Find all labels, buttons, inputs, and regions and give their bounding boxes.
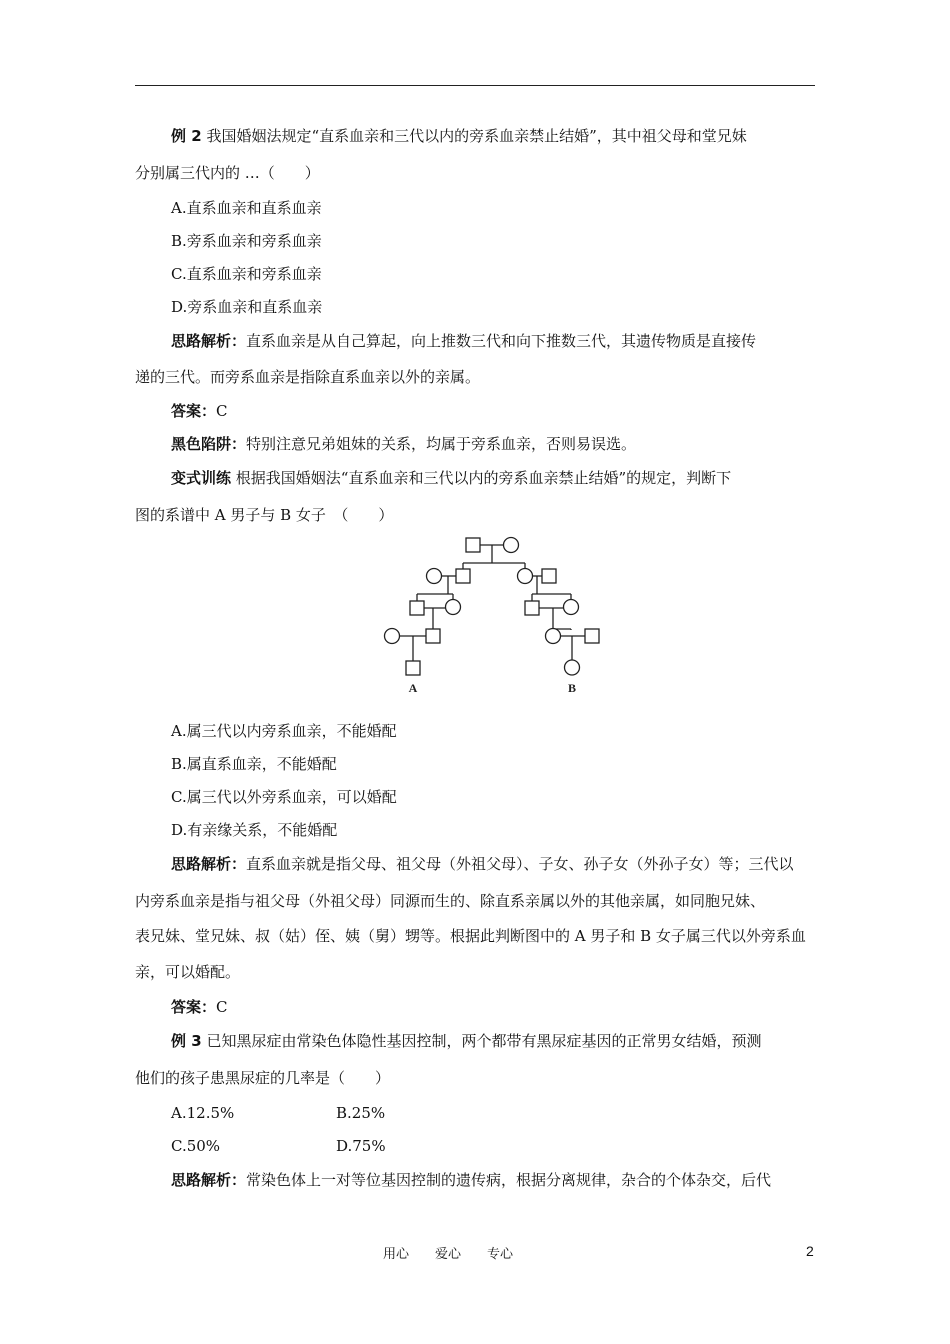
gen1-female <box>504 538 519 553</box>
variant-option-c: C.属三代以外旁系血亲，可以婚配 <box>171 788 397 806</box>
ex2-option-d: D.旁系血亲和直系血亲 <box>171 298 323 316</box>
gen2-left-spouse <box>427 569 442 584</box>
person-a-male <box>406 661 420 675</box>
gen3-right-male <box>525 601 539 615</box>
ex2-answer: 答案：C <box>171 402 228 420</box>
gen3-left-female <box>446 600 461 615</box>
gen3-left-male <box>410 601 424 615</box>
header-rule <box>135 85 815 86</box>
ex2-analysis-cont: 递的三代。而旁系血亲是指除直系血亲以外的亲属。 <box>135 368 481 386</box>
variant-analysis-cont3: 亲，可以婚配。 <box>135 963 241 981</box>
variant-question-cont: 图的系谱中 A 男子与 B 女子 （ ） <box>135 506 394 524</box>
ex2-label: 例 2 <box>171 127 202 145</box>
ex2-question: 例 2 我国婚姻法规定“直系血亲和三代以内的旁系血亲禁止结婚”，其中祖父母和堂兄妹 <box>171 127 747 145</box>
variant-analysis: 思路解析：直系血亲就是指父母、祖父母（外祖父母）、子女、孙子女（外孙子女）等；三代以 <box>171 855 794 873</box>
ex2-analysis: 思路解析：直系血亲是从自己算起，向上推数三代和向下推数三代，其遗传物质是直接传 <box>171 332 757 350</box>
gen2-right-daughter <box>518 569 533 584</box>
gen4-left-spouse <box>385 629 400 644</box>
ex2-option-b: B.旁系血亲和旁系血亲 <box>171 232 322 250</box>
variant-label: 变式训练 <box>171 469 232 487</box>
ex3-option-a: A.12.5% <box>171 1104 235 1122</box>
ex2-trap: 黑色陷阱：特别注意兄弟姐妹的关系，均属于旁系血亲，否则易误选。 <box>171 435 637 453</box>
variant-analysis-cont1: 内旁系血亲是指与祖父母（外祖父母）同源而生的、除直系亲属以外的其他亲属，如同胞兄妹、 <box>135 892 766 910</box>
gen2-right-spouse <box>542 569 556 583</box>
ex3-option-b: B.25% <box>336 1104 386 1122</box>
footer-motto: 用心 爱心 专心 <box>383 1247 514 1262</box>
ex3-option-d: D.75% <box>336 1137 386 1155</box>
variant-question: 变式训练 根据我国婚姻法“直系血亲和三代以内的旁系血亲禁止结婚”的规定，判断下 <box>171 469 732 487</box>
ex2-option-a: A.直系血亲和直系血亲 <box>171 199 322 217</box>
gen4-right-female <box>546 629 561 644</box>
gen4-left-male <box>426 629 440 643</box>
gen2-left-son <box>456 569 470 583</box>
label-b: B <box>567 681 577 695</box>
label-a: A <box>408 681 418 695</box>
ex3-question-cont: 他们的孩子患黑尿症的几率是（ ） <box>135 1069 391 1087</box>
gen1-male <box>466 538 480 552</box>
gen4-right-spouse <box>585 629 599 643</box>
page-number: 2 <box>806 1243 814 1259</box>
ex3-option-c: C.50% <box>171 1137 221 1155</box>
variant-option-a: A.属三代以内旁系血亲，不能婚配 <box>171 722 397 740</box>
variant-option-b: B.属直系血亲，不能婚配 <box>171 755 337 773</box>
variant-analysis-cont2: 表兄妹、堂兄妹、叔（姑）侄、姨（舅）甥等。根据此判断图中的 A 男子和 B 女子属三代以外旁系血 <box>135 927 806 945</box>
ex3-label: 例 3 <box>171 1032 202 1050</box>
gen3-right-female <box>564 600 579 615</box>
ex3-question: 例 3 已知黑尿症由常染色体隐性基因控制，两个都带有黑尿症基因的正常男女结婚，预测 <box>171 1032 762 1050</box>
variant-option-d: D.有亲缘关系，不能婚配 <box>171 821 338 839</box>
ex2-question-cont: 分别属三代内的 …（ ） <box>135 164 320 182</box>
ex2-option-c: C.直系血亲和旁系血亲 <box>171 265 322 283</box>
pedigree-chart <box>380 530 620 695</box>
variant-answer: 答案：C <box>171 998 228 1016</box>
person-b-female <box>565 660 580 675</box>
ex3-analysis: 思路解析：常染色体上一对等位基因控制的遗传病，根据分离规律，杂合的个体杂交，后代 <box>171 1171 772 1189</box>
